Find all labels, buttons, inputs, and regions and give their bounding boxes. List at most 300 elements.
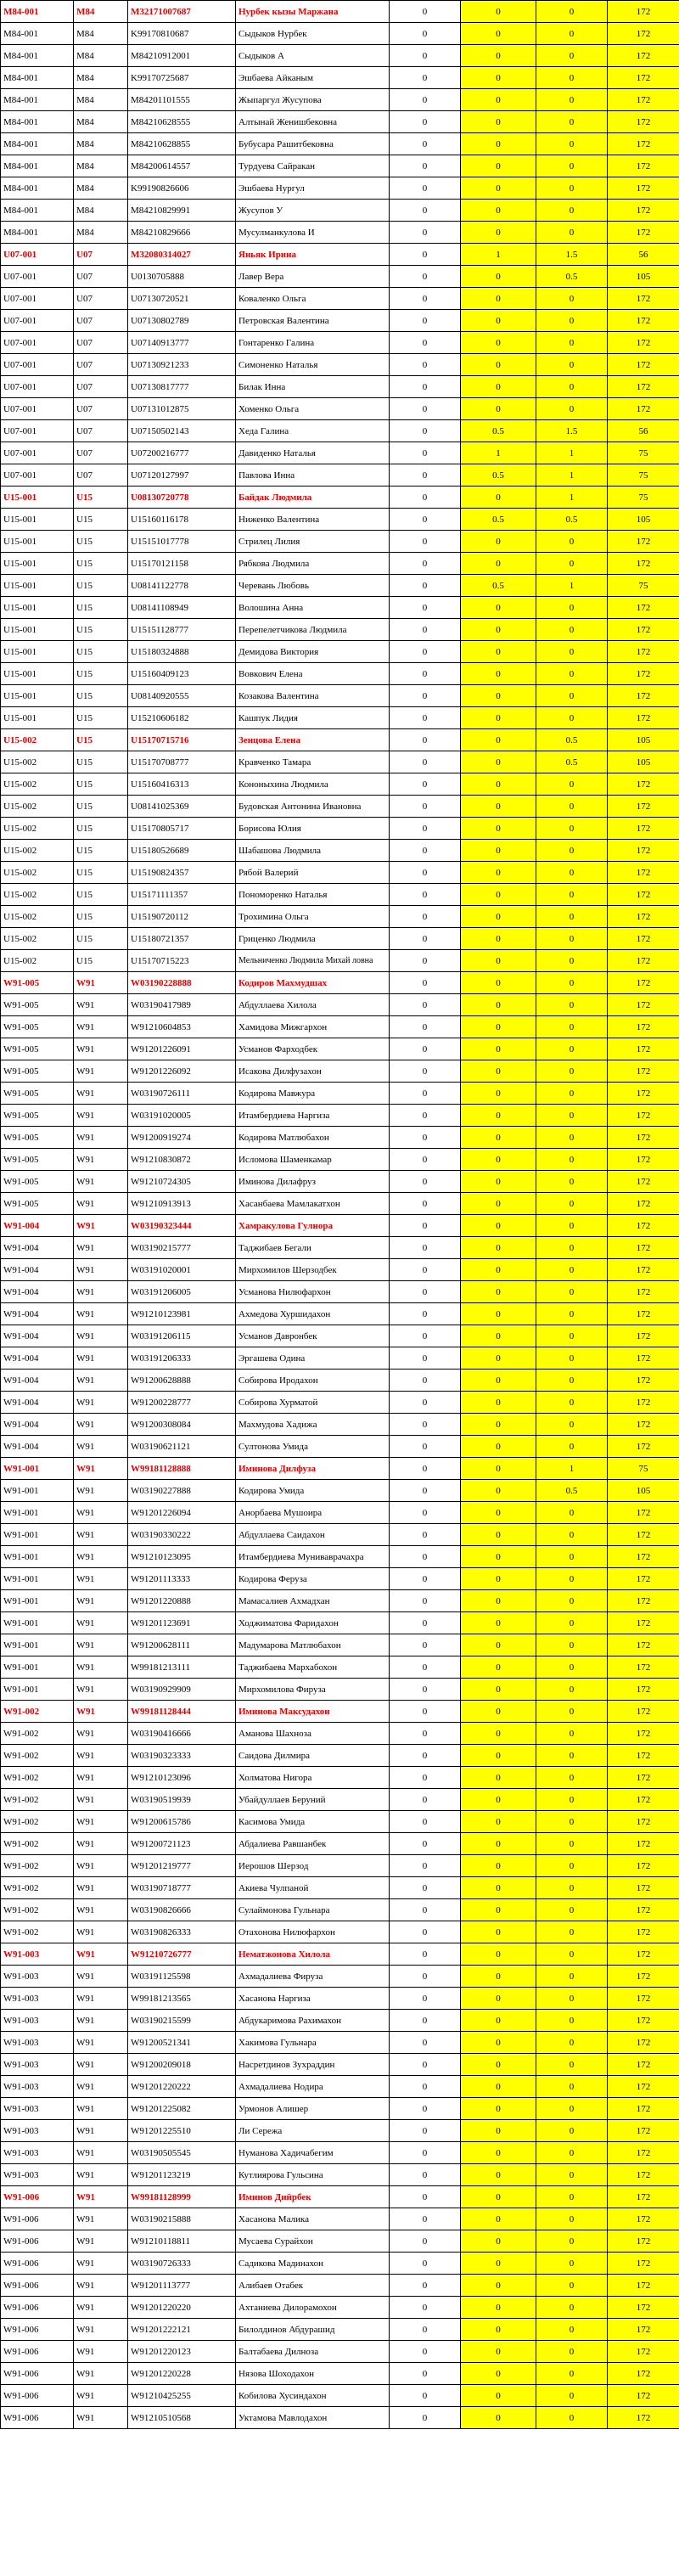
name-cell[interactable]: Сыдыков А bbox=[236, 45, 390, 67]
value-a-cell[interactable]: 0 bbox=[390, 1392, 461, 1414]
name-cell[interactable]: Кутлиярова Гульсина bbox=[236, 2164, 390, 2186]
table-row[interactable] bbox=[1, 1546, 679, 1568]
value-d-cell[interactable]: 105 bbox=[608, 509, 679, 531]
region-cell[interactable]: U15-002 bbox=[1, 818, 74, 840]
table-row[interactable] bbox=[1, 67, 679, 89]
value-d-cell[interactable]: 172 bbox=[608, 619, 679, 641]
value-b-cell[interactable]: 0 bbox=[461, 2186, 536, 2208]
value-d-cell[interactable]: 172 bbox=[608, 332, 679, 354]
value-d-cell[interactable]: 172 bbox=[608, 773, 679, 796]
value-d-cell[interactable]: 172 bbox=[608, 840, 679, 862]
value-a-cell[interactable]: 0 bbox=[390, 2186, 461, 2208]
code-cell[interactable]: U15 bbox=[74, 685, 128, 707]
value-c-cell[interactable]: 0 bbox=[536, 1656, 608, 1679]
value-c-cell[interactable]: 0 bbox=[536, 2120, 608, 2142]
value-c-cell[interactable]: 0 bbox=[536, 2208, 608, 2230]
value-a-cell[interactable]: 0 bbox=[390, 1060, 461, 1083]
table-row[interactable] bbox=[1, 2032, 679, 2054]
id-cell[interactable]: W03190621121 bbox=[128, 1436, 236, 1458]
value-d-cell[interactable]: 172 bbox=[608, 2319, 679, 2341]
name-cell[interactable]: Сыдыков Нурбек bbox=[236, 23, 390, 45]
name-cell[interactable]: Кодирова Мавжура bbox=[236, 1083, 390, 1105]
value-b-cell[interactable]: 0.5 bbox=[461, 509, 536, 531]
value-a-cell[interactable]: 0 bbox=[390, 1590, 461, 1612]
value-b-cell[interactable]: 0 bbox=[461, 398, 536, 420]
value-b-cell[interactable]: 0 bbox=[461, 1083, 536, 1105]
value-d-cell[interactable]: 105 bbox=[608, 751, 679, 773]
value-a-cell[interactable]: 0 bbox=[390, 2319, 461, 2341]
id-cell[interactable]: W91210123095 bbox=[128, 1546, 236, 1568]
value-d-cell[interactable]: 172 bbox=[608, 1414, 679, 1436]
code-cell[interactable]: U07 bbox=[74, 464, 128, 487]
value-a-cell[interactable]: 0 bbox=[390, 1480, 461, 1502]
id-cell[interactable]: W03190417989 bbox=[128, 994, 236, 1016]
value-a-cell[interactable]: 0 bbox=[390, 332, 461, 354]
region-cell[interactable]: W91-001 bbox=[1, 1502, 74, 1524]
value-d-cell[interactable]: 172 bbox=[608, 1502, 679, 1524]
id-cell[interactable]: M84201101555 bbox=[128, 89, 236, 111]
value-b-cell[interactable]: 0 bbox=[461, 1679, 536, 1701]
value-d-cell[interactable]: 172 bbox=[608, 862, 679, 884]
table-row[interactable] bbox=[1, 1281, 679, 1303]
value-a-cell[interactable]: 0 bbox=[390, 1546, 461, 1568]
value-d-cell[interactable]: 172 bbox=[608, 1038, 679, 1060]
value-d-cell[interactable]: 172 bbox=[608, 818, 679, 840]
value-d-cell[interactable]: 172 bbox=[608, 1833, 679, 1855]
name-cell[interactable]: Акиева Чулпаной bbox=[236, 1877, 390, 1899]
table-row-group-lead[interactable] bbox=[1, 487, 679, 509]
table-row[interactable] bbox=[1, 1060, 679, 1083]
region-cell[interactable]: W91-004 bbox=[1, 1237, 74, 1259]
id-cell[interactable]: W03190826666 bbox=[128, 1899, 236, 1921]
id-cell[interactable]: U07120127997 bbox=[128, 464, 236, 487]
code-cell[interactable]: W91 bbox=[74, 1105, 128, 1127]
code-cell[interactable]: M84 bbox=[74, 155, 128, 177]
value-a-cell[interactable]: 0 bbox=[390, 994, 461, 1016]
value-c-cell[interactable]: 0.5 bbox=[536, 751, 608, 773]
id-cell[interactable]: M84200614557 bbox=[128, 155, 236, 177]
value-d-cell[interactable]: 172 bbox=[608, 2297, 679, 2319]
name-cell[interactable]: Пономоренко Наталья bbox=[236, 884, 390, 906]
value-a-cell[interactable]: 0 bbox=[390, 1436, 461, 1458]
value-a-cell[interactable]: 0 bbox=[390, 2341, 461, 2363]
table-row[interactable] bbox=[1, 1833, 679, 1855]
table-row[interactable] bbox=[1, 1325, 679, 1347]
id-cell[interactable]: W03191020001 bbox=[128, 1259, 236, 1281]
value-a-cell[interactable]: 0 bbox=[390, 641, 461, 663]
value-c-cell[interactable]: 0 bbox=[536, 1634, 608, 1656]
code-cell[interactable]: U15 bbox=[74, 641, 128, 663]
table-row[interactable] bbox=[1, 1259, 679, 1281]
value-a-cell[interactable]: 0 bbox=[390, 1524, 461, 1546]
code-cell[interactable]: W91 bbox=[74, 2208, 128, 2230]
value-b-cell[interactable]: 0 bbox=[461, 2032, 536, 2054]
value-b-cell[interactable]: 0 bbox=[461, 67, 536, 89]
value-c-cell[interactable]: 0 bbox=[536, 773, 608, 796]
name-cell[interactable]: Павлова Инна bbox=[236, 464, 390, 487]
code-cell[interactable]: U15 bbox=[74, 531, 128, 553]
code-cell[interactable]: W91 bbox=[74, 2076, 128, 2098]
code-cell[interactable]: W91 bbox=[74, 1370, 128, 1392]
region-cell[interactable]: W91-003 bbox=[1, 1966, 74, 1988]
code-cell[interactable]: W91 bbox=[74, 1943, 128, 1966]
table-row[interactable] bbox=[1, 597, 679, 619]
table-row[interactable] bbox=[1, 398, 679, 420]
code-cell[interactable]: U15 bbox=[74, 840, 128, 862]
value-b-cell[interactable]: 0 bbox=[461, 773, 536, 796]
value-a-cell[interactable]: 0 bbox=[390, 1612, 461, 1634]
value-b-cell[interactable]: 0 bbox=[461, 89, 536, 111]
table-row[interactable] bbox=[1, 950, 679, 972]
value-b-cell[interactable]: 0 bbox=[461, 2054, 536, 2076]
value-a-cell[interactable]: 0 bbox=[390, 1966, 461, 1988]
name-cell[interactable]: Стрилец Лилия bbox=[236, 531, 390, 553]
id-cell[interactable]: W03190718777 bbox=[128, 1877, 236, 1899]
value-b-cell[interactable]: 0 bbox=[461, 200, 536, 222]
region-cell[interactable]: W91-002 bbox=[1, 1745, 74, 1767]
id-cell[interactable]: U07140913777 bbox=[128, 332, 236, 354]
code-cell[interactable]: W91 bbox=[74, 1590, 128, 1612]
value-b-cell[interactable]: 0 bbox=[461, 840, 536, 862]
name-cell[interactable]: Алибаев Отабек bbox=[236, 2275, 390, 2297]
value-a-cell[interactable]: 0 bbox=[390, 1370, 461, 1392]
id-cell[interactable]: W91210830872 bbox=[128, 1149, 236, 1171]
name-cell[interactable]: Яньяк Ирина bbox=[236, 244, 390, 266]
value-d-cell[interactable]: 172 bbox=[608, 1988, 679, 2010]
region-cell[interactable]: W91-001 bbox=[1, 1524, 74, 1546]
value-a-cell[interactable]: 0 bbox=[390, 751, 461, 773]
value-c-cell[interactable]: 0 bbox=[536, 2010, 608, 2032]
table-row[interactable] bbox=[1, 1966, 679, 1988]
region-cell[interactable]: W91-004 bbox=[1, 1436, 74, 1458]
table-row[interactable] bbox=[1, 663, 679, 685]
value-b-cell[interactable]: 0 bbox=[461, 1745, 536, 1767]
value-d-cell[interactable]: 172 bbox=[608, 2164, 679, 2186]
value-c-cell[interactable]: 0 bbox=[536, 972, 608, 994]
table-row[interactable] bbox=[1, 884, 679, 906]
value-a-cell[interactable]: 0 bbox=[390, 1789, 461, 1811]
id-cell[interactable]: U15180721357 bbox=[128, 928, 236, 950]
value-a-cell[interactable]: 0 bbox=[390, 1723, 461, 1745]
value-a-cell[interactable]: 0 bbox=[390, 1083, 461, 1105]
table-row[interactable] bbox=[1, 1921, 679, 1943]
value-d-cell[interactable]: 172 bbox=[608, 2120, 679, 2142]
table-row[interactable] bbox=[1, 1811, 679, 1833]
id-cell[interactable]: W91200721123 bbox=[128, 1833, 236, 1855]
value-d-cell[interactable]: 105 bbox=[608, 266, 679, 288]
code-cell[interactable]: W91 bbox=[74, 1237, 128, 1259]
name-cell[interactable]: Шабашова Людмила bbox=[236, 840, 390, 862]
value-b-cell[interactable]: 1 bbox=[461, 244, 536, 266]
value-b-cell[interactable]: 0 bbox=[461, 685, 536, 707]
code-cell[interactable]: U07 bbox=[74, 244, 128, 266]
value-c-cell[interactable]: 0 bbox=[536, 1723, 608, 1745]
code-cell[interactable]: W91 bbox=[74, 1502, 128, 1524]
value-a-cell[interactable]: 0 bbox=[390, 2297, 461, 2319]
value-b-cell[interactable]: 0 bbox=[461, 2010, 536, 2032]
value-b-cell[interactable]: 0 bbox=[461, 1215, 536, 1237]
code-cell[interactable]: W91 bbox=[74, 2275, 128, 2297]
code-cell[interactable]: W91 bbox=[74, 2341, 128, 2363]
name-cell[interactable]: Нурбек кызы Маржана bbox=[236, 1, 390, 23]
code-cell[interactable]: W91 bbox=[74, 1436, 128, 1458]
value-c-cell[interactable]: 0 bbox=[536, 2275, 608, 2297]
value-c-cell[interactable]: 0.5 bbox=[536, 1480, 608, 1502]
value-a-cell[interactable]: 0 bbox=[390, 1325, 461, 1347]
id-cell[interactable]: U15170715223 bbox=[128, 950, 236, 972]
code-cell[interactable]: U07 bbox=[74, 332, 128, 354]
table-row[interactable] bbox=[1, 2341, 679, 2363]
value-d-cell[interactable]: 172 bbox=[608, 200, 679, 222]
name-cell[interactable]: Бубусара Рашитбековна bbox=[236, 133, 390, 155]
value-a-cell[interactable]: 0 bbox=[390, 950, 461, 972]
name-cell[interactable]: Ахмадалиева Фируза bbox=[236, 1966, 390, 1988]
value-d-cell[interactable]: 172 bbox=[608, 1171, 679, 1193]
region-cell[interactable]: M84-001 bbox=[1, 111, 74, 133]
name-cell[interactable]: Хоменко Ольга bbox=[236, 398, 390, 420]
id-cell[interactable]: W91201113777 bbox=[128, 2275, 236, 2297]
value-b-cell[interactable]: 0 bbox=[461, 354, 536, 376]
value-d-cell[interactable]: 172 bbox=[608, 928, 679, 950]
value-c-cell[interactable]: 0 bbox=[536, 1392, 608, 1414]
region-cell[interactable]: W91-001 bbox=[1, 1480, 74, 1502]
table-row[interactable] bbox=[1, 509, 679, 531]
value-a-cell[interactable]: 0 bbox=[390, 1988, 461, 2010]
value-c-cell[interactable]: 0 bbox=[536, 354, 608, 376]
value-d-cell[interactable]: 172 bbox=[608, 1259, 679, 1281]
value-d-cell[interactable]: 172 bbox=[608, 1392, 679, 1414]
region-cell[interactable]: W91-004 bbox=[1, 1215, 74, 1237]
region-cell[interactable]: U15-002 bbox=[1, 862, 74, 884]
id-cell[interactable]: U08141122778 bbox=[128, 575, 236, 597]
region-cell[interactable]: W91-003 bbox=[1, 2032, 74, 2054]
region-cell[interactable]: W91-002 bbox=[1, 1767, 74, 1789]
value-d-cell[interactable]: 172 bbox=[608, 89, 679, 111]
value-c-cell[interactable]: 0 bbox=[536, 2385, 608, 2407]
name-cell[interactable]: Нязова Шоходахон bbox=[236, 2363, 390, 2385]
id-cell[interactable]: W03190215777 bbox=[128, 1237, 236, 1259]
table-row[interactable] bbox=[1, 1171, 679, 1193]
table-row[interactable] bbox=[1, 531, 679, 553]
table-row[interactable] bbox=[1, 2010, 679, 2032]
value-c-cell[interactable]: 0 bbox=[536, 1502, 608, 1524]
value-d-cell[interactable]: 172 bbox=[608, 707, 679, 729]
name-cell[interactable]: Анорбаева Мушоира bbox=[236, 1502, 390, 1524]
code-cell[interactable]: U15 bbox=[74, 950, 128, 972]
table-row-group-lead[interactable] bbox=[1, 729, 679, 751]
value-b-cell[interactable]: 0 bbox=[461, 2142, 536, 2164]
value-d-cell[interactable]: 172 bbox=[608, 531, 679, 553]
name-cell[interactable]: Касимова Умида bbox=[236, 1811, 390, 1833]
table-row[interactable] bbox=[1, 1083, 679, 1105]
id-cell[interactable]: W91210913913 bbox=[128, 1193, 236, 1215]
id-cell[interactable]: W03190505545 bbox=[128, 2142, 236, 2164]
id-cell[interactable]: U15190720112 bbox=[128, 906, 236, 928]
id-cell[interactable]: W03191206333 bbox=[128, 1347, 236, 1370]
value-c-cell[interactable]: 0 bbox=[536, 2407, 608, 2429]
name-cell[interactable]: Гриценко Людмила bbox=[236, 928, 390, 950]
value-b-cell[interactable]: 0 bbox=[461, 23, 536, 45]
value-d-cell[interactable]: 172 bbox=[608, 1634, 679, 1656]
region-cell[interactable]: U15-001 bbox=[1, 575, 74, 597]
table-row-group-lead[interactable] bbox=[1, 1458, 679, 1480]
name-cell[interactable]: Мусулманкулова И bbox=[236, 222, 390, 244]
code-cell[interactable]: U07 bbox=[74, 442, 128, 464]
value-a-cell[interactable]: 0 bbox=[390, 531, 461, 553]
region-cell[interactable]: U07-001 bbox=[1, 266, 74, 288]
value-c-cell[interactable]: 0 bbox=[536, 1524, 608, 1546]
code-cell[interactable]: U07 bbox=[74, 376, 128, 398]
table-row-group-lead[interactable] bbox=[1, 1, 679, 23]
value-d-cell[interactable]: 172 bbox=[608, 1524, 679, 1546]
value-b-cell[interactable]: 0 bbox=[461, 1171, 536, 1193]
table-row[interactable] bbox=[1, 1723, 679, 1745]
region-cell[interactable]: M84-001 bbox=[1, 177, 74, 200]
table-row[interactable] bbox=[1, 553, 679, 575]
name-cell[interactable]: Хасанова Малика bbox=[236, 2208, 390, 2230]
value-b-cell[interactable]: 0 bbox=[461, 1502, 536, 1524]
value-c-cell[interactable]: 0 bbox=[536, 619, 608, 641]
code-cell[interactable]: W91 bbox=[74, 1789, 128, 1811]
id-cell[interactable]: M32171007687 bbox=[128, 1, 236, 23]
value-a-cell[interactable]: 0 bbox=[390, 1237, 461, 1259]
region-cell[interactable]: W91-004 bbox=[1, 1370, 74, 1392]
value-c-cell[interactable]: 0 bbox=[536, 1303, 608, 1325]
value-d-cell[interactable]: 172 bbox=[608, 1303, 679, 1325]
region-cell[interactable]: U07-001 bbox=[1, 420, 74, 442]
code-cell[interactable]: W91 bbox=[74, 1745, 128, 1767]
value-d-cell[interactable]: 172 bbox=[608, 994, 679, 1016]
code-cell[interactable]: W91 bbox=[74, 1546, 128, 1568]
table-row[interactable] bbox=[1, 1370, 679, 1392]
value-b-cell[interactable]: 0 bbox=[461, 2319, 536, 2341]
region-cell[interactable]: U07-001 bbox=[1, 398, 74, 420]
value-b-cell[interactable]: 0 bbox=[461, 1656, 536, 1679]
code-cell[interactable]: W91 bbox=[74, 1193, 128, 1215]
code-cell[interactable]: W91 bbox=[74, 1083, 128, 1105]
name-cell[interactable]: Убайдуллаев Беруний bbox=[236, 1789, 390, 1811]
table-row[interactable] bbox=[1, 200, 679, 222]
value-a-cell[interactable]: 0 bbox=[390, 1259, 461, 1281]
region-cell[interactable]: W91-002 bbox=[1, 1811, 74, 1833]
value-c-cell[interactable]: 0 bbox=[536, 862, 608, 884]
value-a-cell[interactable]: 0 bbox=[390, 1281, 461, 1303]
id-cell[interactable]: W91210604853 bbox=[128, 1016, 236, 1038]
region-cell[interactable]: U15-001 bbox=[1, 597, 74, 619]
code-cell[interactable]: W91 bbox=[74, 1038, 128, 1060]
value-d-cell[interactable]: 172 bbox=[608, 2407, 679, 2429]
name-cell[interactable]: Кобилова Хусиндахон bbox=[236, 2385, 390, 2407]
value-c-cell[interactable]: 0 bbox=[536, 2054, 608, 2076]
value-b-cell[interactable]: 0 bbox=[461, 1127, 536, 1149]
id-cell[interactable]: W91201220888 bbox=[128, 1590, 236, 1612]
table-row[interactable] bbox=[1, 1038, 679, 1060]
id-cell[interactable]: W03190726111 bbox=[128, 1083, 236, 1105]
value-c-cell[interactable]: 0 bbox=[536, 2032, 608, 2054]
name-cell[interactable]: Уктамова Мавлодахон bbox=[236, 2407, 390, 2429]
value-b-cell[interactable]: 0 bbox=[461, 994, 536, 1016]
value-c-cell[interactable]: 0 bbox=[536, 1988, 608, 2010]
value-a-cell[interactable]: 0 bbox=[390, 685, 461, 707]
table-row[interactable] bbox=[1, 2142, 679, 2164]
id-cell[interactable]: W91200209018 bbox=[128, 2054, 236, 2076]
value-c-cell[interactable]: 0 bbox=[536, 1237, 608, 1259]
code-cell[interactable]: W91 bbox=[74, 2010, 128, 2032]
name-cell[interactable]: Ахтаниева Дилорамохон bbox=[236, 2297, 390, 2319]
code-cell[interactable]: W91 bbox=[74, 2230, 128, 2253]
region-cell[interactable]: W91-005 bbox=[1, 1149, 74, 1171]
id-cell[interactable]: W03190323444 bbox=[128, 1215, 236, 1237]
value-a-cell[interactable]: 0 bbox=[390, 663, 461, 685]
name-cell[interactable]: Хамидова Мижгархон bbox=[236, 1016, 390, 1038]
id-cell[interactable]: U07150502143 bbox=[128, 420, 236, 442]
id-cell[interactable]: W91201226091 bbox=[128, 1038, 236, 1060]
id-cell[interactable]: W03190330222 bbox=[128, 1524, 236, 1546]
code-cell[interactable]: W91 bbox=[74, 1811, 128, 1833]
table-row[interactable] bbox=[1, 1480, 679, 1502]
value-a-cell[interactable]: 0 bbox=[390, 2032, 461, 2054]
name-cell[interactable]: Махмудова Хадижа bbox=[236, 1414, 390, 1436]
name-cell[interactable]: Кравченко Тамара bbox=[236, 751, 390, 773]
code-cell[interactable]: W91 bbox=[74, 1259, 128, 1281]
name-cell[interactable]: Жыпаргул Жусупова bbox=[236, 89, 390, 111]
value-a-cell[interactable]: 0 bbox=[390, 1149, 461, 1171]
value-a-cell[interactable]: 0 bbox=[390, 442, 461, 464]
table-row[interactable] bbox=[1, 1789, 679, 1811]
region-cell[interactable]: W91-005 bbox=[1, 1105, 74, 1127]
name-cell[interactable]: Сулаймонова Гульнара bbox=[236, 1899, 390, 1921]
code-cell[interactable]: M84 bbox=[74, 67, 128, 89]
table-row[interactable] bbox=[1, 685, 679, 707]
value-c-cell[interactable]: 0 bbox=[536, 1215, 608, 1237]
value-b-cell[interactable]: 0 bbox=[461, 2164, 536, 2186]
code-cell[interactable]: W91 bbox=[74, 1303, 128, 1325]
value-b-cell[interactable]: 0 bbox=[461, 1149, 536, 1171]
value-b-cell[interactable]: 0 bbox=[461, 950, 536, 972]
value-a-cell[interactable]: 0 bbox=[390, 862, 461, 884]
code-cell[interactable]: U07 bbox=[74, 266, 128, 288]
value-b-cell[interactable]: 0 bbox=[461, 1634, 536, 1656]
id-cell[interactable]: W91201226092 bbox=[128, 1060, 236, 1083]
name-cell[interactable]: Петровская Валентина bbox=[236, 310, 390, 332]
table-row[interactable] bbox=[1, 1502, 679, 1524]
value-b-cell[interactable]: 0 bbox=[461, 906, 536, 928]
region-cell[interactable]: W91-001 bbox=[1, 1679, 74, 1701]
value-b-cell[interactable]: 0 bbox=[461, 177, 536, 200]
code-cell[interactable]: W91 bbox=[74, 1149, 128, 1171]
id-cell[interactable]: U07131012875 bbox=[128, 398, 236, 420]
name-cell[interactable]: Иерошов Шерзод bbox=[236, 1855, 390, 1877]
value-d-cell[interactable]: 56 bbox=[608, 420, 679, 442]
value-b-cell[interactable]: 0 bbox=[461, 1833, 536, 1855]
code-cell[interactable]: U15 bbox=[74, 751, 128, 773]
code-cell[interactable]: U15 bbox=[74, 729, 128, 751]
table-row[interactable] bbox=[1, 266, 679, 288]
value-b-cell[interactable]: 0 bbox=[461, 884, 536, 906]
id-cell[interactable]: K99170810687 bbox=[128, 23, 236, 45]
id-cell[interactable]: U15170708777 bbox=[128, 751, 236, 773]
value-c-cell[interactable]: 0 bbox=[536, 89, 608, 111]
value-d-cell[interactable]: 172 bbox=[608, 177, 679, 200]
value-d-cell[interactable]: 172 bbox=[608, 1899, 679, 1921]
value-c-cell[interactable]: 1 bbox=[536, 487, 608, 509]
id-cell[interactable]: W91210118811 bbox=[128, 2230, 236, 2253]
value-d-cell[interactable]: 172 bbox=[608, 1083, 679, 1105]
id-cell[interactable]: M84210628555 bbox=[128, 111, 236, 133]
table-row[interactable] bbox=[1, 1679, 679, 1701]
value-b-cell[interactable]: 0 bbox=[461, 45, 536, 67]
value-b-cell[interactable]: 0 bbox=[461, 1, 536, 23]
